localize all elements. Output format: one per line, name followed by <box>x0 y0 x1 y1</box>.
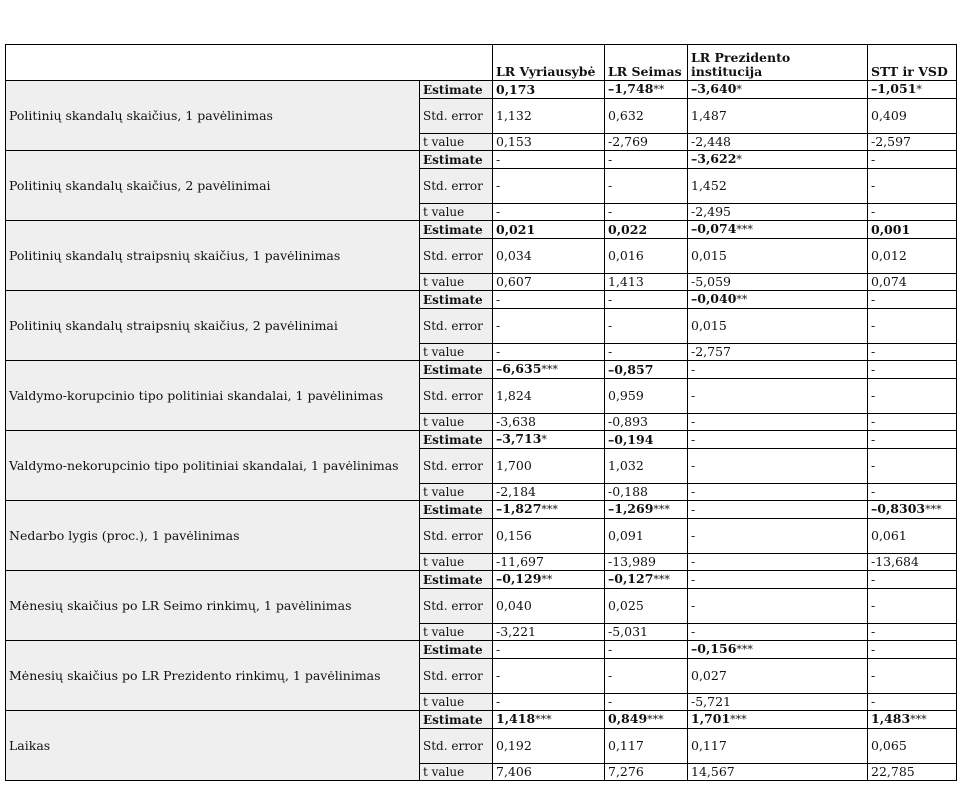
t-value-cell: - <box>868 484 957 501</box>
estimate-cell <box>688 711 868 729</box>
estimate-value: 0,001 <box>871 221 911 237</box>
significance-stars: * <box>916 83 922 96</box>
std-error-cell: 0,156 <box>493 519 605 554</box>
estimate-value: –0,8303 <box>871 501 926 516</box>
significance-stars: *** <box>730 713 747 726</box>
header-col-prezidento: LR Prezidento institucija <box>688 45 868 81</box>
t-value-cell: - <box>868 204 957 221</box>
header-row <box>6 45 957 81</box>
std-error-cell: 0,015 <box>688 239 868 274</box>
estimate-cell <box>868 641 957 659</box>
estimate-value: –0,857 <box>608 361 654 377</box>
significance-stars: ** <box>653 83 665 96</box>
estimate-cell <box>605 361 688 379</box>
stat-label-estimate: Estimate <box>420 431 493 449</box>
table-row-estimate <box>6 151 957 169</box>
t-value-cell: 0,607 <box>493 274 605 291</box>
header-col-seimas: LR Seimas <box>605 45 688 81</box>
estimate-value: 0,022 <box>608 221 648 237</box>
std-error-cell: 0,117 <box>605 729 688 764</box>
estimate-cell <box>688 501 868 519</box>
estimate-cell <box>493 571 605 589</box>
stat-label-t-value: t value <box>420 134 493 151</box>
std-error-cell: - <box>868 309 957 344</box>
std-error-cell: 1,032 <box>605 449 688 484</box>
estimate-cell <box>688 291 868 309</box>
estimate-value: –0,127 <box>608 571 654 586</box>
estimate-cell <box>493 641 605 659</box>
header-col-vyriausybe: LR Vyriausybė <box>493 45 605 81</box>
stat-label-estimate: Estimate <box>420 81 493 99</box>
estimate-value: - <box>871 431 876 447</box>
estimate-cell <box>688 571 868 589</box>
std-error-cell: 0,034 <box>493 239 605 274</box>
stat-label-t-value: t value <box>420 344 493 361</box>
stat-label-t-value: t value <box>420 554 493 571</box>
estimate-cell <box>605 501 688 519</box>
stat-label-estimate: Estimate <box>420 571 493 589</box>
variable-label: Nedarbo lygis (proc.), 1 pavėlinimas <box>6 501 420 571</box>
estimate-cell <box>605 291 688 309</box>
estimate-cell <box>688 81 868 99</box>
std-error-cell: 0,040 <box>493 589 605 624</box>
significance-stars: * <box>736 153 742 166</box>
estimate-value: –6,635 <box>496 361 542 376</box>
std-error-cell: 0,065 <box>868 729 957 764</box>
estimate-cell <box>605 431 688 449</box>
t-value-cell: -3,638 <box>493 414 605 431</box>
significance-stars: *** <box>647 713 664 726</box>
t-value-cell: - <box>688 414 868 431</box>
table-row-estimate <box>6 571 957 589</box>
stat-label-t-value: t value <box>420 274 493 291</box>
std-error-cell: - <box>605 309 688 344</box>
table-row-estimate <box>6 291 957 309</box>
estimate-value: –0,074 <box>691 221 737 236</box>
stat-label-t-value: t value <box>420 764 493 781</box>
estimate-cell <box>868 221 957 239</box>
estimate-cell <box>605 711 688 729</box>
t-value-cell: - <box>493 344 605 361</box>
stat-label-estimate: Estimate <box>420 151 493 169</box>
t-value-cell: -5,721 <box>688 694 868 711</box>
stat-label-t-value: t value <box>420 204 493 221</box>
significance-stars: ** <box>736 293 748 306</box>
estimate-cell <box>868 291 957 309</box>
estimate-value: 0,849 <box>608 711 648 726</box>
estimate-value: 0,173 <box>496 81 536 97</box>
variable-label: Valdymo-nekorupcinio tipo politiniai skandalai, 1 pavėlinimas <box>6 431 420 501</box>
estimate-value: - <box>691 361 696 377</box>
estimate-cell <box>688 431 868 449</box>
stat-label-estimate: Estimate <box>420 641 493 659</box>
std-error-cell: - <box>688 519 868 554</box>
std-error-cell: - <box>868 449 957 484</box>
estimate-value: –3,640 <box>691 81 737 96</box>
estimate-value: - <box>691 571 696 587</box>
std-error-cell: 0,015 <box>688 309 868 344</box>
std-error-cell: 0,409 <box>868 99 957 134</box>
stat-label-std-error: Std. error <box>420 729 493 764</box>
estimate-cell <box>868 151 957 169</box>
variable-label: Politinių skandalų straipsnių skaičius, 2 pavėlinimai <box>6 291 420 361</box>
std-error-cell: 0,012 <box>868 239 957 274</box>
t-value-cell: -2,184 <box>493 484 605 501</box>
variable-label: Politinių skandalų skaičius, 1 pavėlinimas <box>6 81 420 151</box>
estimate-value: –0,156 <box>691 641 737 656</box>
estimate-value: - <box>608 151 613 167</box>
estimate-value: 1,483 <box>871 711 911 726</box>
t-value-cell: 14,567 <box>688 764 868 781</box>
std-error-cell: - <box>493 659 605 694</box>
t-value-cell: -0,188 <box>605 484 688 501</box>
t-value-cell: 7,406 <box>493 764 605 781</box>
t-value-cell: - <box>868 344 957 361</box>
table-row-estimate <box>6 641 957 659</box>
std-error-cell: 1,452 <box>688 169 868 204</box>
stat-label-std-error: Std. error <box>420 239 493 274</box>
estimate-value: –3,622 <box>691 151 737 166</box>
estimate-cell <box>688 151 868 169</box>
t-value-cell: 1,413 <box>605 274 688 291</box>
variable-label: Laikas <box>6 711 420 781</box>
significance-stars: *** <box>736 223 753 236</box>
std-error-cell: 0,061 <box>868 519 957 554</box>
t-value-cell: - <box>493 694 605 711</box>
variable-label: Valdymo-korupcinio tipo politiniai skandalai, 1 pavėlinimas <box>6 361 420 431</box>
estimate-cell <box>605 571 688 589</box>
estimate-cell <box>688 641 868 659</box>
estimate-value: - <box>496 151 501 167</box>
table-row-estimate <box>6 711 957 729</box>
significance-stars: *** <box>653 573 670 586</box>
estimate-cell <box>605 81 688 99</box>
t-value-cell: - <box>868 414 957 431</box>
estimate-cell <box>493 361 605 379</box>
variable-label: Politinių skandalų skaičius, 2 pavėlinimai <box>6 151 420 221</box>
t-value-cell: -2,597 <box>868 134 957 151</box>
estimate-cell <box>868 501 957 519</box>
t-value-cell: -5,059 <box>688 274 868 291</box>
t-value-cell: -2,448 <box>688 134 868 151</box>
significance-stars: * <box>541 433 547 446</box>
std-error-cell: 0,091 <box>605 519 688 554</box>
estimate-value: –0,194 <box>608 431 654 447</box>
t-value-cell: - <box>605 344 688 361</box>
std-error-cell: - <box>688 379 868 414</box>
estimate-value: –0,129 <box>496 571 542 586</box>
estimate-value: - <box>871 361 876 377</box>
std-error-cell: 1,700 <box>493 449 605 484</box>
t-value-cell: - <box>605 694 688 711</box>
std-error-cell: - <box>493 169 605 204</box>
estimate-value: - <box>496 291 501 307</box>
std-error-cell: - <box>605 659 688 694</box>
estimate-value: –3,713 <box>496 431 542 446</box>
estimate-value: - <box>691 431 696 447</box>
significance-stars: ** <box>541 573 553 586</box>
estimate-cell <box>868 81 957 99</box>
stat-label-estimate: Estimate <box>420 361 493 379</box>
std-error-cell: 1,132 <box>493 99 605 134</box>
regression-results-table <box>5 44 957 781</box>
estimate-value: –1,051 <box>871 81 917 96</box>
std-error-cell: 0,025 <box>605 589 688 624</box>
t-value-cell: -0,893 <box>605 414 688 431</box>
t-value-cell: -3,221 <box>493 624 605 641</box>
significance-stars: *** <box>535 713 552 726</box>
t-value-cell: -13,684 <box>868 554 957 571</box>
estimate-value: - <box>608 641 613 657</box>
t-value-cell: -2,769 <box>605 134 688 151</box>
significance-stars: *** <box>910 713 927 726</box>
t-value-cell: 0,074 <box>868 274 957 291</box>
stat-label-t-value: t value <box>420 694 493 711</box>
table-row-estimate <box>6 361 957 379</box>
t-value-cell: - <box>868 624 957 641</box>
t-value-cell: 0,153 <box>493 134 605 151</box>
stat-label-std-error: Std. error <box>420 589 493 624</box>
estimate-cell <box>493 221 605 239</box>
estimate-value: - <box>608 291 613 307</box>
t-value-cell: -11,697 <box>493 554 605 571</box>
std-error-cell: 0,632 <box>605 99 688 134</box>
significance-stars: *** <box>736 643 753 656</box>
std-error-cell: 0,959 <box>605 379 688 414</box>
t-value-cell: -2,757 <box>688 344 868 361</box>
estimate-cell <box>688 361 868 379</box>
variable-label: Mėnesių skaičius po LR Prezidento rinkimų, 1 pavėlinimas <box>6 641 420 711</box>
variable-label: Politinių skandalų straipsnių skaičius, 1 pavėlinimas <box>6 221 420 291</box>
std-error-cell: - <box>605 169 688 204</box>
std-error-cell: - <box>868 589 957 624</box>
std-error-cell: - <box>493 309 605 344</box>
t-value-cell: -5,031 <box>605 624 688 641</box>
variable-label: Mėnesių skaičius po LR Seimo rinkimų, 1 pavėlinimas <box>6 571 420 641</box>
estimate-value: - <box>871 571 876 587</box>
estimate-cell <box>493 431 605 449</box>
header-col-stt-vsd: STT ir VSD <box>868 45 957 81</box>
stat-label-t-value: t value <box>420 624 493 641</box>
estimate-value: 0,021 <box>496 221 536 237</box>
std-error-cell: 0,016 <box>605 239 688 274</box>
estimate-cell <box>868 431 957 449</box>
stat-label-std-error: Std. error <box>420 519 493 554</box>
stat-label-std-error: Std. error <box>420 449 493 484</box>
std-error-cell: - <box>868 379 957 414</box>
estimate-cell <box>605 641 688 659</box>
stat-label-std-error: Std. error <box>420 309 493 344</box>
t-value-cell: -2,495 <box>688 204 868 221</box>
table-row-estimate <box>6 431 957 449</box>
estimate-value: 1,701 <box>691 711 731 726</box>
estimate-cell <box>688 221 868 239</box>
stat-label-std-error: Std. error <box>420 169 493 204</box>
t-value-cell: - <box>688 554 868 571</box>
estimate-value: - <box>871 641 876 657</box>
estimate-cell <box>605 221 688 239</box>
t-value-cell: - <box>688 624 868 641</box>
stat-label-std-error: Std. error <box>420 379 493 414</box>
std-error-cell: 0,192 <box>493 729 605 764</box>
std-error-cell: 0,117 <box>688 729 868 764</box>
estimate-cell <box>493 711 605 729</box>
estimate-value: –0,040 <box>691 291 737 306</box>
table-row-estimate <box>6 501 957 519</box>
stat-label-estimate: Estimate <box>420 501 493 519</box>
estimate-cell <box>493 501 605 519</box>
t-value-cell: - <box>868 694 957 711</box>
estimate-value: - <box>871 291 876 307</box>
std-error-cell: - <box>868 169 957 204</box>
estimate-value: 1,418 <box>496 711 536 726</box>
estimate-value: –1,269 <box>608 501 654 516</box>
stat-label-std-error: Std. error <box>420 659 493 694</box>
std-error-cell: 0,027 <box>688 659 868 694</box>
std-error-cell: - <box>688 589 868 624</box>
estimate-value: - <box>691 501 696 517</box>
estimate-cell <box>868 571 957 589</box>
stat-label-std-error: Std. error <box>420 99 493 134</box>
estimate-cell <box>868 361 957 379</box>
estimate-value: –1,748 <box>608 81 654 96</box>
stat-label-t-value: t value <box>420 414 493 431</box>
estimate-value: - <box>871 151 876 167</box>
t-value-cell: - <box>688 484 868 501</box>
std-error-cell: - <box>688 449 868 484</box>
stat-label-estimate: Estimate <box>420 221 493 239</box>
estimate-cell <box>868 711 957 729</box>
table-row-estimate <box>6 221 957 239</box>
significance-stars: *** <box>541 503 558 516</box>
estimate-value: - <box>496 641 501 657</box>
table-row-estimate <box>6 81 957 99</box>
estimate-cell <box>493 81 605 99</box>
header-blank-cell <box>6 45 493 81</box>
estimate-cell <box>493 151 605 169</box>
t-value-cell: - <box>493 204 605 221</box>
t-value-cell: -13,989 <box>605 554 688 571</box>
stat-label-t-value: t value <box>420 484 493 501</box>
estimate-value: –1,827 <box>496 501 542 516</box>
t-value-cell: 22,785 <box>868 764 957 781</box>
std-error-cell: - <box>868 659 957 694</box>
significance-stars: * <box>736 83 742 96</box>
estimate-cell <box>493 291 605 309</box>
std-error-cell: 1,824 <box>493 379 605 414</box>
std-error-cell: 1,487 <box>688 99 868 134</box>
significance-stars: *** <box>541 363 558 376</box>
stat-label-estimate: Estimate <box>420 711 493 729</box>
t-value-cell: 7,276 <box>605 764 688 781</box>
stat-label-estimate: Estimate <box>420 291 493 309</box>
t-value-cell: - <box>605 204 688 221</box>
significance-stars: *** <box>653 503 670 516</box>
estimate-cell <box>605 151 688 169</box>
significance-stars: *** <box>925 503 942 516</box>
